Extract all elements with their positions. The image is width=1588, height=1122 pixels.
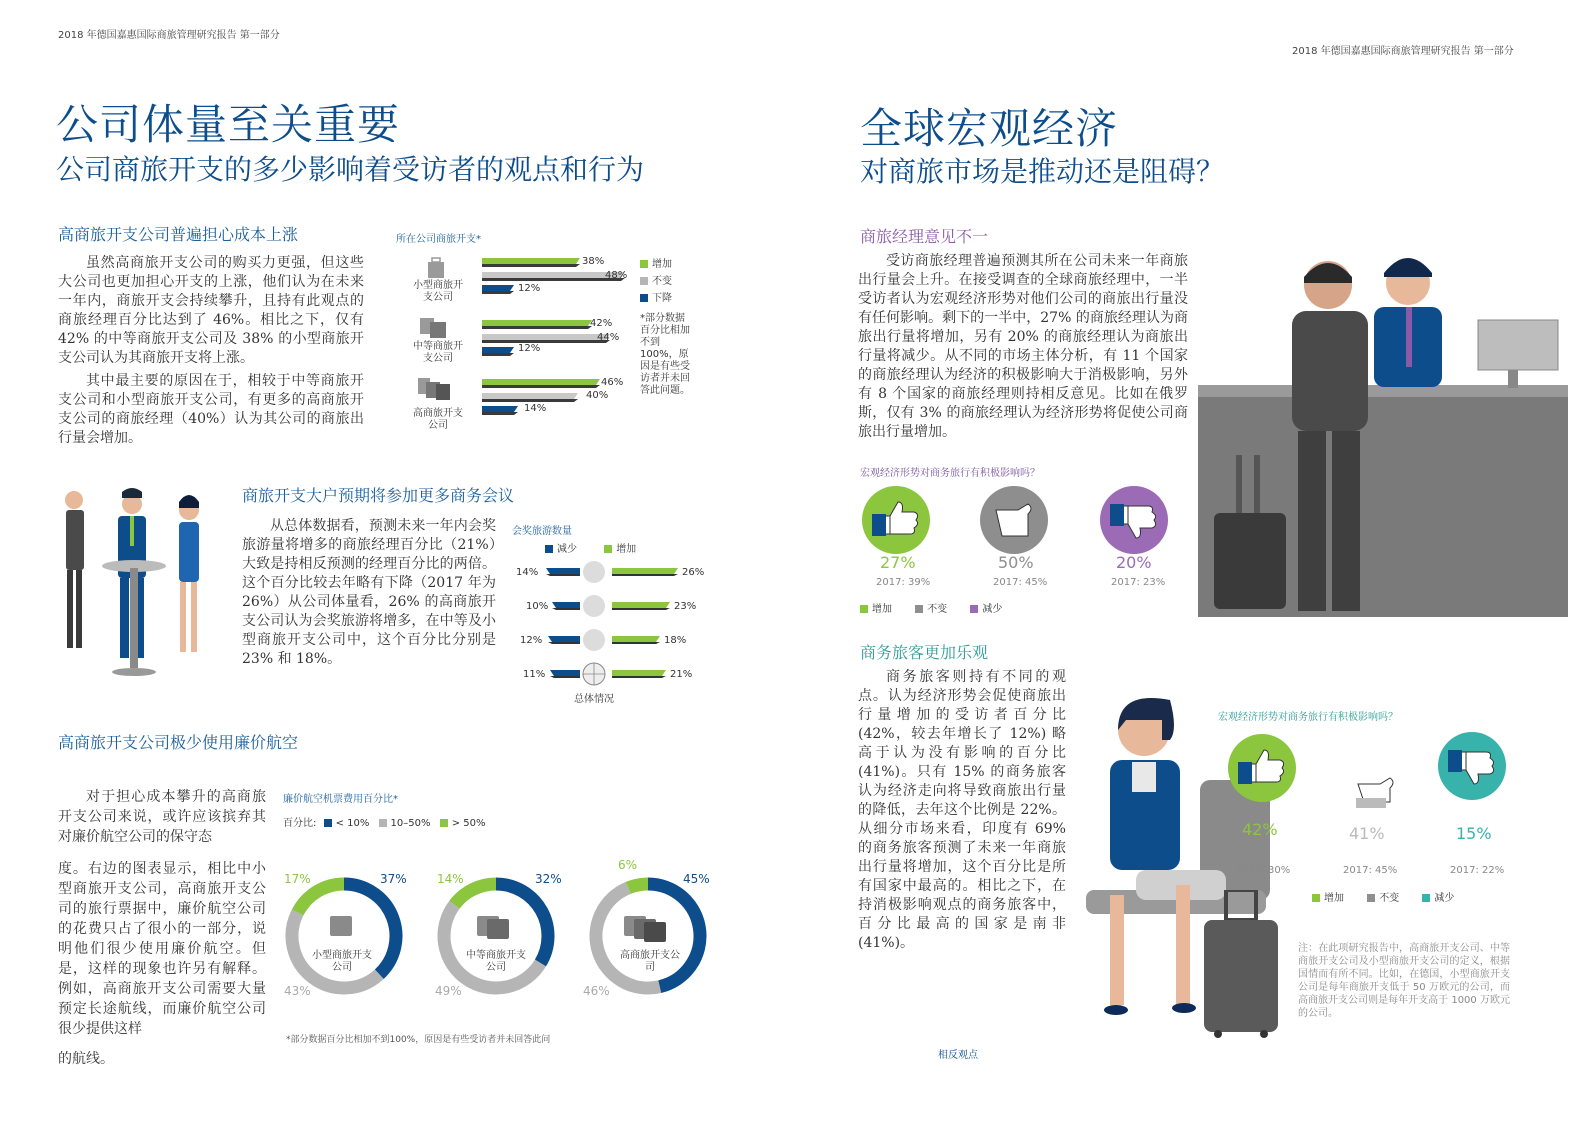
bar-decrease [546,568,580,574]
legend-label: 增加 [872,604,892,615]
chart3-donuts [276,860,726,1010]
chart2-footer: 总体情况 [574,694,614,705]
bar-same [482,272,625,278]
bar-shadow [482,353,514,356]
thumb-sideways-icon [1356,778,1393,808]
chart4-pct: 50% [998,553,1034,572]
legend-grey-swatch [640,277,648,285]
legend-grey-swatch [915,605,923,613]
chart4-pct: 27% [880,553,916,572]
left-title: 公司体量至关重要 [56,100,401,149]
value-label: 11% [523,669,546,680]
chart1-note: *部分数据百分比相加不到100%，原因是有些受访者并未回答此问题。 [640,313,690,396]
bar-increase [612,602,670,608]
left-sec3-p1: 对于担心成本攀升的高商旅开支公司来说，或许应该摈弃其对廉价航空公司的保守态 [58,789,266,845]
bar-shadow [612,642,660,644]
bar-decrease [548,636,580,642]
value-label: 12% [518,343,541,354]
legend-label: 10–50% [390,818,431,829]
bar-increase [612,670,666,676]
legend-blue-swatch [324,819,332,827]
legend-blue-swatch [545,545,553,553]
donut-label: 高商旅开支公司 [620,950,680,973]
bar-shadow [548,642,580,644]
suitcase-icon [487,919,509,939]
value-label: 43% [284,984,311,998]
legend-prefix: 百分比: [283,818,317,829]
right-subtitle: 对商旅市场是推动还是阻碍？ [860,155,1225,188]
chart5-title: 宏观经济形势对商务旅行有积极影响吗？ [1218,712,1398,723]
suitcase-icon [430,322,446,338]
legend-label: > 50% [451,818,486,829]
value-label: 18% [664,635,687,646]
right-sec2-heading: 商务旅客更加乐观 [860,643,989,662]
chart4-pct: 20% [1116,553,1152,572]
bar-shadow [482,340,610,343]
value-label: 14% [516,567,539,578]
right-footer: 相反观点 [938,1050,978,1061]
bar-same [482,334,610,340]
value-label: 38% [582,256,605,267]
suitcase-icon [644,922,666,942]
chart5-legend [1312,889,1454,904]
chart4-title: 宏观经济形势对商务旅行有积极影响吗？ [860,468,1040,479]
legend-label: 增加 [616,544,637,555]
left-sec2-heading: 商旅开支大户预期将参加更多商务会议 [242,486,515,505]
donut-label: 中等商旅开支公司 [466,950,526,973]
chart4-legend [860,600,1002,615]
bar-increase [482,258,580,264]
value-label: 42% [590,318,613,329]
group-label: 小型商旅开支公司 [413,280,463,303]
bar-shadow [482,291,514,294]
legend-blue-swatch [640,294,648,302]
bar-decrease [552,602,580,608]
chart5-icons [1222,728,1522,828]
right-sec2-p1: 商务旅客则持有不同的观点。认为经济形势会促使商旅出行量增加的受访者百分比 (42%，较去年增长了 12%) 略高于认为没有影响的百分比 (41%)。只有 15% 的商务旅客认为经济走向将导致商旅出行量的降低，去年这个比例是 22%。从细分市场来看，印度有 69% 的商务旅客预测了未来一年商旅出行量将增加，这个百分比是所有国家中最高的。相比之下，在持消极影响观点的商务旅客中，百分比最高的国家是南非 (41%)。 [858,669,1066,951]
chart3-note: *部分数据百分比相加不到100%，原因是有些受访者并未回答此问 [286,1035,551,1045]
suitcase-icon [330,916,352,936]
chart4-prev: 2017: 45% [993,577,1048,588]
legend-label: 减少 [1434,893,1455,904]
chart1-title: 所在公司商旅开支* [396,234,481,245]
chart3-legend [283,814,485,829]
header-left: 2018 年德国嘉惠国际商旅管理研究报告 第一部分 [58,30,280,41]
legend-label: 不变 [652,276,672,287]
chart5-pct: 15% [1456,824,1492,843]
left-sec1-p1: 虽然高商旅开支公司的购买力更强，但这些大公司也更加担心开支的上涨，他们认为在未来一年内，商旅开支会持续攀升，且持有此观点的商旅经理百分比达到了 46%。相比之下，仅有 42% 的中等商旅开支公司及 38% 的小型商旅开支公司认为其商旅开支将上涨。 [58,255,364,366]
legend-grey-swatch [1367,894,1375,902]
legend-label: 减少 [557,544,577,555]
value-label: 49% [435,984,462,998]
bar-shadow [482,264,580,267]
bar-decrease [550,670,580,676]
value-label: 6% [618,858,638,872]
bar-increase [612,568,678,574]
value-label: 32% [535,872,562,886]
legend-label: 不变 [927,604,948,615]
value-label: 37% [380,872,407,886]
chart3-title: 廉价航空机票费用百分比* [283,794,398,805]
suitcase-illustration [1200,890,1282,1038]
chart1-legend [640,256,672,307]
legend-green-swatch [860,605,868,613]
legend-label: < 10% [335,818,370,829]
value-label: 44% [597,332,620,343]
chart4-prev: 2017: 39% [876,577,931,588]
suitcase-icon [436,384,450,400]
left-sec1-p2: 其中最主要的原因在于，相较于中等商旅开支公司和小型商旅开支公司，有更多的高商旅开支公司的商旅经理（40%）认为其公司的商旅出行量会增加。 [58,373,364,446]
bar-increase [612,636,660,642]
value-label: 10% [526,601,549,612]
bar-shadow [612,608,670,610]
legend-label: 不变 [1379,893,1400,904]
right-note: 注：在此项研究报告中，高商旅开支公司、中等商旅开支公司及小型商旅开支公司的定义，根据国情而有所不同。比如，在德国，小型商旅开支公司是每年商旅开支低于 50 万欧元的公司，而高商旅开支公司则是每年开支高于 1000 万欧元的公司。 [1298,943,1510,1019]
legend-green-swatch [604,545,612,553]
left-sec3-heading: 高商旅开支公司极少使用廉价航空 [58,733,299,752]
donut-segment [454,884,496,905]
bar-shadow [482,412,518,415]
bar-shadow [482,326,592,329]
donut-segment [628,884,648,888]
donut-label: 小型商旅开支公司 [312,950,372,973]
group-label: 中等商旅开支公司 [413,341,463,364]
travel-desk-illustration [1198,245,1568,617]
left-sec1-heading: 高商旅开支公司普遍担心成本上涨 [58,225,299,244]
legend-label: 增加 [1324,893,1344,904]
bar-shadow [482,385,600,388]
bar-decrease [482,406,518,412]
legend-label: 增加 [652,259,672,270]
bar-shadow [612,574,678,576]
value-label: 26% [682,567,705,578]
value-label: 23% [674,601,697,612]
value-label: 45% [683,872,710,886]
bar-shadow [550,676,580,678]
suitcase-icon [583,595,605,617]
chart2-legend [545,540,636,555]
right-sec1-heading: 商旅经理意见不一 [860,227,989,246]
suitcase-handle-icon [432,258,440,262]
legend-purple-swatch [970,605,978,613]
right-title: 全球宏观经济 [860,104,1119,153]
value-label: 46% [583,984,610,998]
chart5-prev: 2017: 30% [1236,865,1291,876]
bar-increase [482,320,592,326]
left-sec2-p1: 从总体数据看，预测未来一年内会奖旅游量将增多的商旅经理百分比（21%）大致是持相反预测的经理百分比的两倍。这个百分比较去年略有下降（2017 年为 26%）从公司体量看，26% 的高商旅开支公司认为会奖旅游将增多，在中等及小型商旅开支公司中，这个百分比分别是 23% 和 18%。 [242,518,496,667]
bar-shadow [482,399,578,402]
suitcase-icon [583,629,605,651]
group-label: 高商旅开支公司 [413,408,463,431]
chart2-bars [510,556,710,686]
left-sec3-p3: 的航线。 [58,1051,114,1067]
legend-green-swatch [1312,894,1320,902]
bar-decrease [482,347,514,353]
donut-segment [298,884,344,912]
legend-grey-swatch [379,819,387,827]
legend-label: 减少 [982,604,1003,615]
right-sec1-p1: 受访商旅经理普遍预测其所在公司未来一年商旅出行量会上升。在接受调查的全球商旅经理中，一半受访者认为宏观经济形势对他们公司的商旅出行量没有任何影响。剩下的一半中，27% 的商旅经理认为商旅出行量将增加，另有 20% 的商旅经理认为商旅出行量将减少。从不同的市场主体分析，有 11 个国家的商旅经理认为经济的积极影响大于消极影响，另外有 8 个国家的商旅经理则持相反意见。比如在俄罗斯，仅有 3% 的商旅经理认为经济形势将促使公司商旅出行量增加。 [858,253,1188,440]
value-label: 12% [518,283,541,294]
bar-decrease [482,285,514,291]
legend-label: 下降 [652,293,672,304]
bar-shadow [552,608,580,610]
chart4-icons [862,486,1182,558]
legend-green-swatch [640,260,648,268]
value-label: 21% [670,669,693,680]
left-subtitle: 公司商旅开支的多少影响着受访者的观点和行为 [56,153,645,186]
value-label: 12% [520,635,543,646]
chart4-prev: 2017: 23% [1111,577,1166,588]
value-label: 48% [605,270,628,281]
bar-shadow [482,278,625,281]
chart5-prev: 2017: 22% [1450,865,1505,876]
chart2-title: 会奖旅游数量 [512,526,572,537]
value-label: 14% [437,872,464,886]
header-right: 2018 年德国嘉惠国际商旅管理研究报告 第一部分 [1292,46,1514,57]
chart5-pct: 42% [1242,820,1278,839]
value-label: 46% [601,377,624,388]
value-label: 40% [586,390,609,401]
suitcase-icon [428,262,444,278]
bar-increase [482,379,600,385]
bar-shadow [546,574,580,576]
meeting-illustration [52,488,217,688]
bar-same [482,393,578,399]
chart5-prev: 2017: 45% [1343,865,1398,876]
chart5-pct: 41% [1349,824,1385,843]
value-label: 17% [284,872,311,886]
value-label: 14% [524,403,547,414]
suitcase-icon [583,561,605,583]
left-sec3-p2: 度。右边的图表显示，相比中小型商旅开支公司，高商旅开支公司的旅行票据中，廉价航空公司的花费只占了很小的一部分，说明他们很少使用廉价航空。但是，这样的现象也许另有解释。例如，高商旅开支公司需要大量预定长途航线，而廉价航空公司很少提供这样 [58,861,266,1037]
bar-shadow [612,676,666,678]
legend-teal-swatch [1422,894,1430,902]
legend-green-swatch [440,819,448,827]
